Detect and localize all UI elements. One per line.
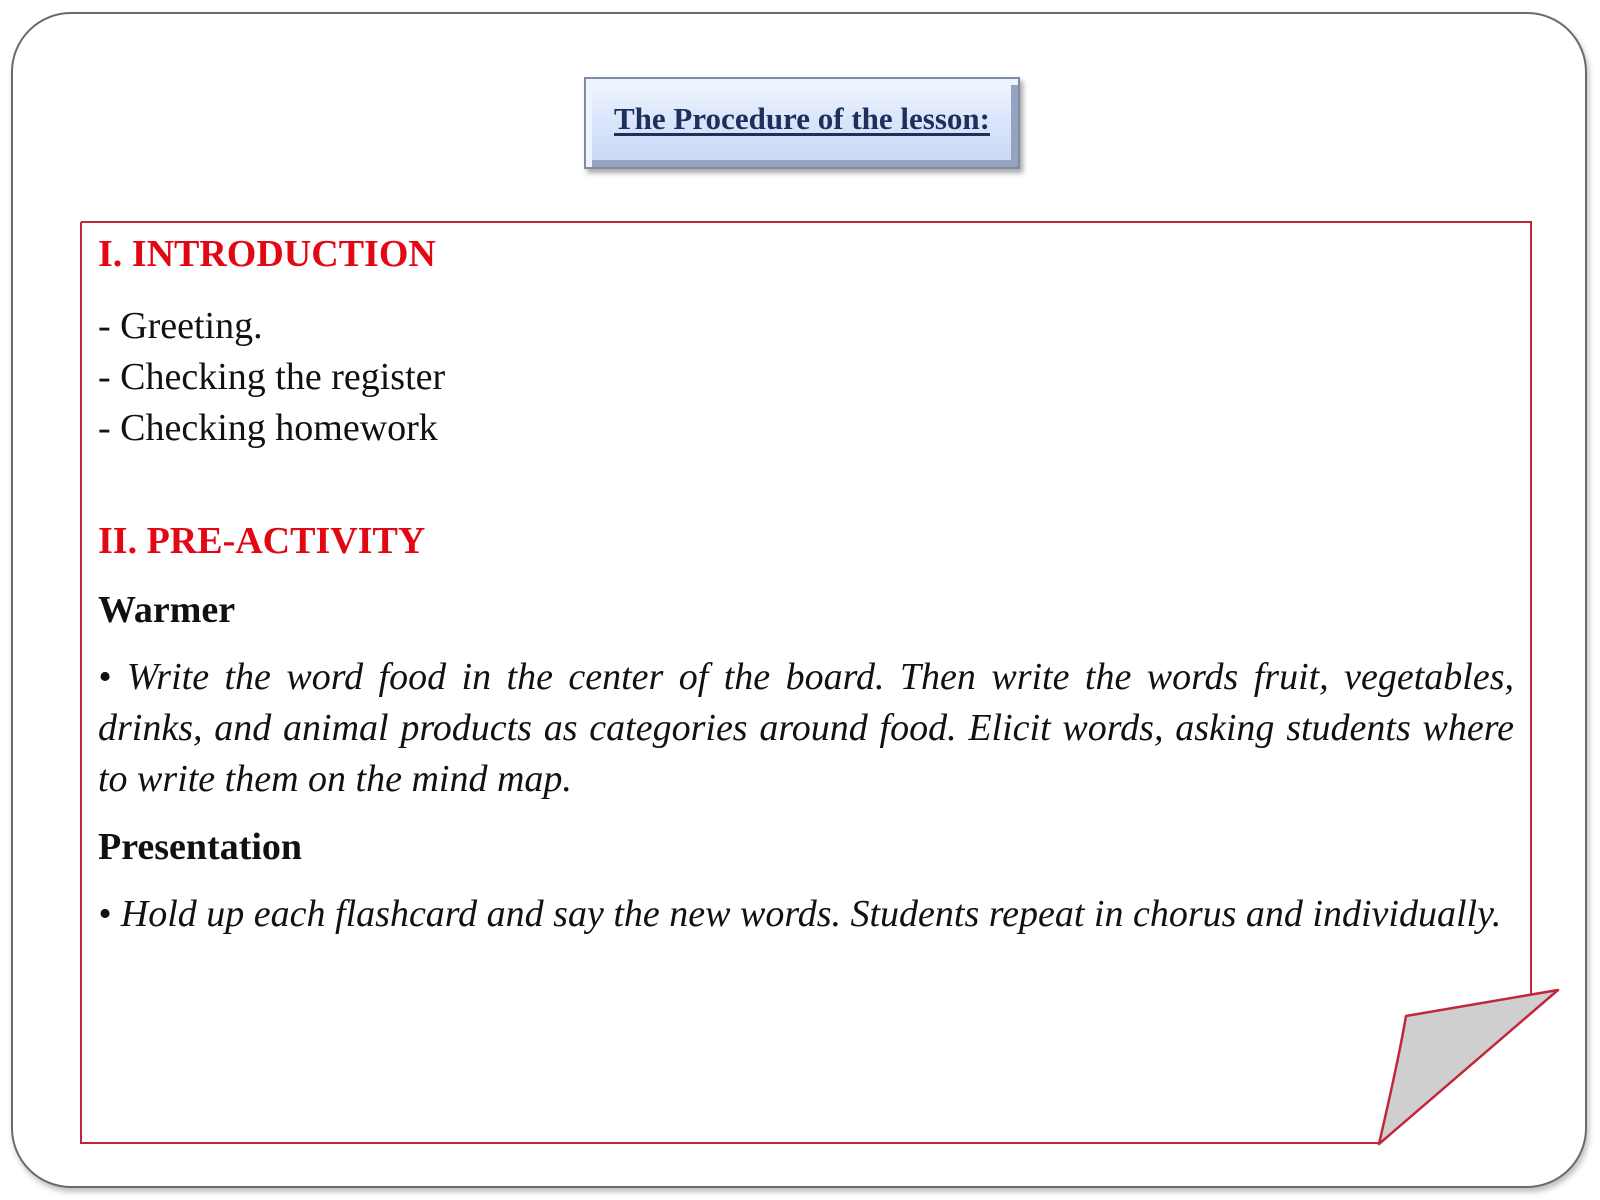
title-box	[584, 77, 1020, 169]
intro-item-greeting: - Greeting.	[98, 305, 263, 347]
presentation-heading: Presentation	[98, 826, 303, 868]
slide-title: The Procedure of the lesson:	[614, 101, 990, 136]
warmer-heading: Warmer	[98, 589, 236, 631]
intro-item-homework: - Checking homework	[98, 407, 438, 449]
warmer-text: • Write the word food in the center of the board. Then write the words fruit, vegetables, drinks, and animal products as categories around food. Elicit words, asking students where to write them on the mind map.	[98, 656, 1514, 800]
presentation-text: • Hold up each flashcard and say the new words. Students repeat in chorus and individually.	[98, 893, 1502, 935]
introduction-heading: I. INTRODUCTION	[98, 233, 436, 275]
pre-activity-heading: II. PRE-ACTIVITY	[98, 520, 426, 562]
intro-item-register: - Checking the register	[98, 356, 446, 398]
lesson-content	[98, 232, 1514, 940]
page-curl	[1379, 988, 1534, 1146]
